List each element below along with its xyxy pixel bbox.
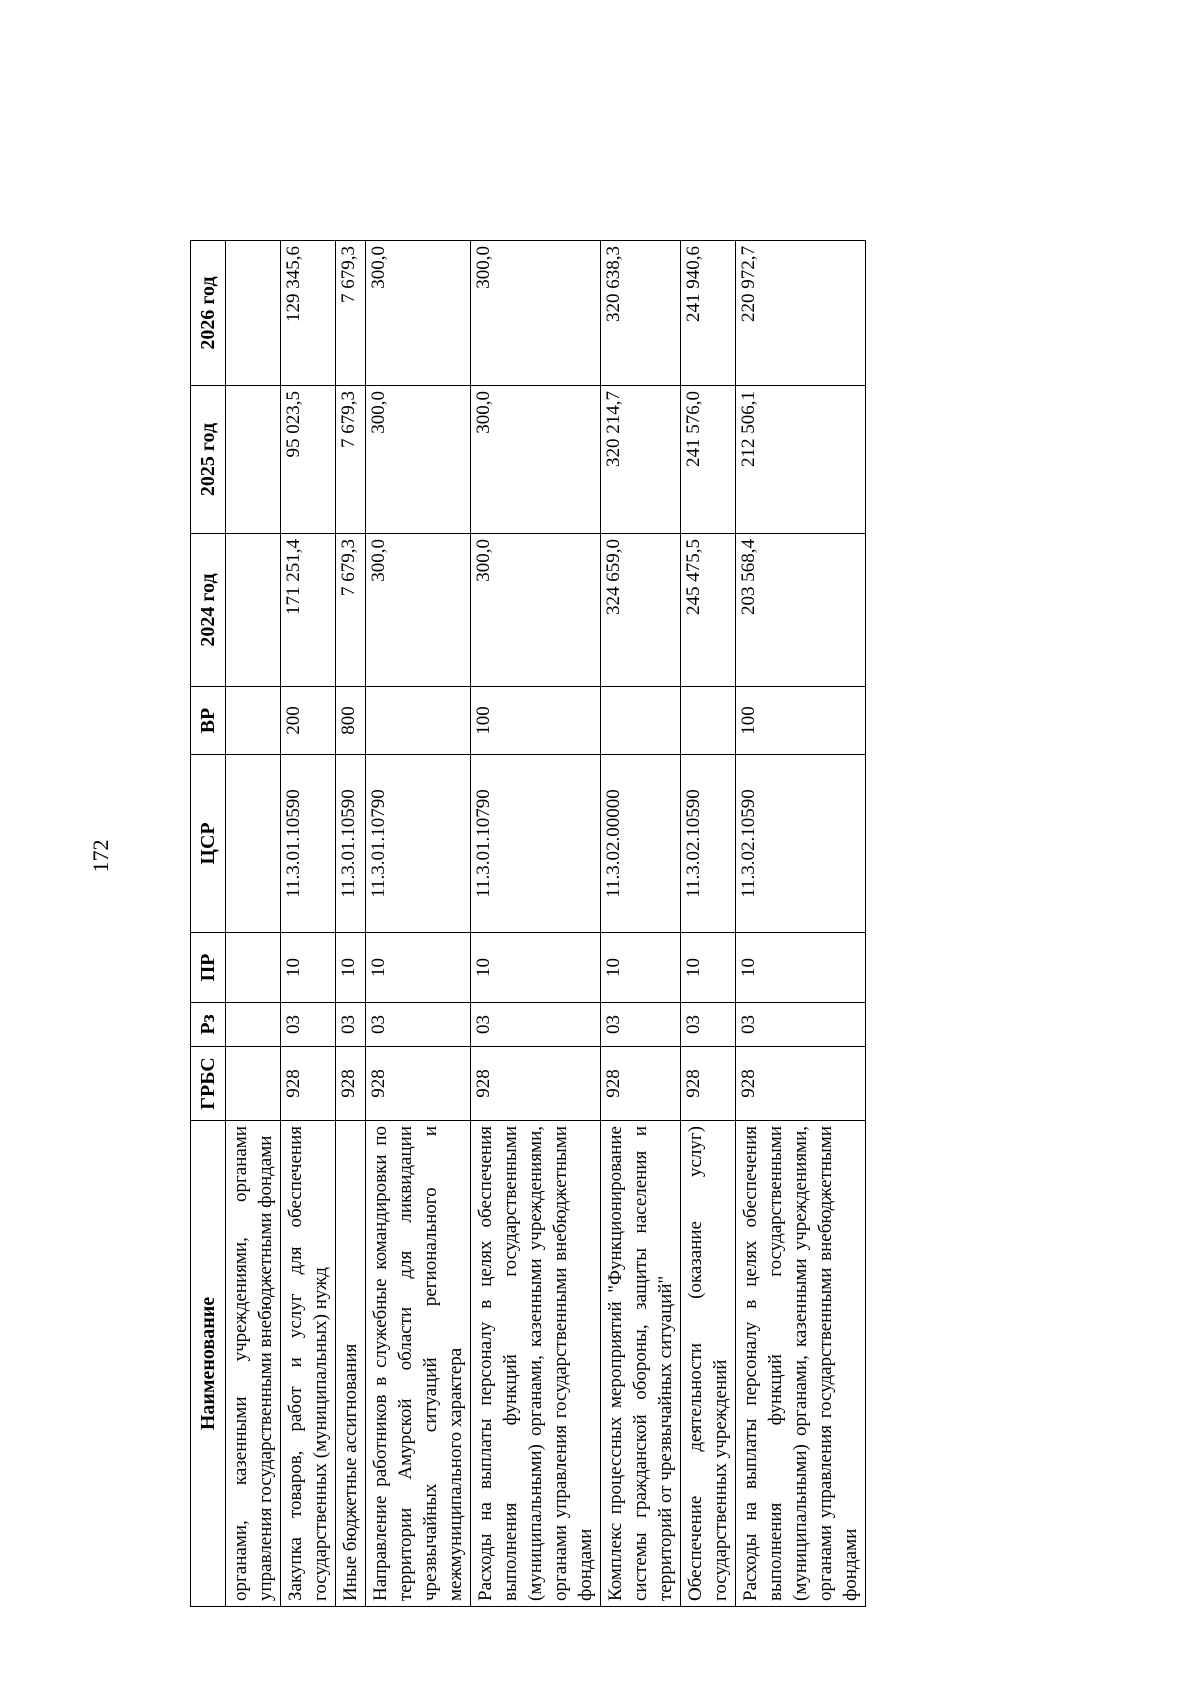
row-amount-2026 bbox=[226, 241, 281, 386]
table-row bbox=[226, 241, 281, 1607]
row-amount-2026: 7 679,3 bbox=[336, 241, 366, 386]
row-rz: 03 bbox=[601, 1003, 681, 1047]
row-rz: 03 bbox=[681, 1003, 736, 1047]
row-pr: 10 bbox=[366, 933, 471, 1003]
row-amount-2024: 300,0 bbox=[471, 534, 601, 687]
row-pr: 10 bbox=[736, 933, 866, 1003]
row-pr: 10 bbox=[601, 933, 681, 1003]
row-name: Иные бюджетные ассигнования bbox=[336, 1121, 366, 1607]
table-row bbox=[601, 241, 681, 1607]
row-rz: 03 bbox=[281, 1003, 336, 1047]
table-header-row bbox=[191, 241, 226, 1607]
row-amount-2024: 203 568,4 bbox=[736, 534, 866, 687]
row-amount-2024: 300,0 bbox=[366, 534, 471, 687]
row-vr bbox=[601, 687, 681, 755]
column-header-pr: ПР bbox=[191, 933, 226, 1003]
row-vr: 100 bbox=[471, 687, 601, 755]
row-csr: 11.3.01.10790 bbox=[471, 755, 601, 933]
row-csr bbox=[226, 755, 281, 933]
row-grbs: 928 bbox=[336, 1047, 366, 1121]
row-amount-2025: 300,0 bbox=[471, 386, 601, 534]
row-pr: 10 bbox=[681, 933, 736, 1003]
row-name: Направление работников в служебные командировки по территории Амурской области для ликвидации чрезвычайных ситуаций регионального и межмуниципального характера bbox=[366, 1121, 471, 1607]
row-grbs: 928 bbox=[681, 1047, 736, 1121]
row-pr: 10 bbox=[336, 933, 366, 1003]
row-name: Комплекс процессных мероприятий "Функционирование системы гражданской обороны, защиты населения и территорий от чрезвычайных ситуаций" bbox=[601, 1121, 681, 1607]
row-amount-2026: 220 972,7 bbox=[736, 241, 866, 386]
row-amount-2024 bbox=[226, 534, 281, 687]
row-csr: 11.3.01.10790 bbox=[366, 755, 471, 933]
row-csr: 11.3.01.10590 bbox=[281, 755, 336, 933]
row-pr: 10 bbox=[281, 933, 336, 1003]
row-csr: 11.3.02.10590 bbox=[736, 755, 866, 933]
table-row bbox=[336, 241, 366, 1607]
row-amount-2026: 129 345,6 bbox=[281, 241, 336, 386]
row-rz: 03 bbox=[471, 1003, 601, 1047]
row-name: Расходы на выплаты персоналу в целях обеспечения выполнения функций государственными (муниципальными) органами, казенными учреждениями, органами управления государственными внебюджетными фондами bbox=[471, 1121, 601, 1607]
row-vr: 800 bbox=[336, 687, 366, 755]
column-header-2024: 2024 год bbox=[191, 534, 226, 687]
row-vr bbox=[366, 687, 471, 755]
row-vr: 100 bbox=[736, 687, 866, 755]
row-amount-2024: 171 251,4 bbox=[281, 534, 336, 687]
row-vr bbox=[226, 687, 281, 755]
table-row bbox=[681, 241, 736, 1607]
row-amount-2024: 245 475,5 bbox=[681, 534, 736, 687]
row-vr bbox=[681, 687, 736, 755]
row-grbs: 928 bbox=[601, 1047, 681, 1121]
row-amount-2025: 95 023,5 bbox=[281, 386, 336, 534]
row-rz: 03 bbox=[736, 1003, 866, 1047]
row-amount-2025: 241 576,0 bbox=[681, 386, 736, 534]
row-grbs: 928 bbox=[471, 1047, 601, 1121]
table-row bbox=[471, 241, 601, 1607]
row-name: Обеспечение деятельности (оказание услуг) государственных учреждений bbox=[681, 1121, 736, 1607]
column-header-grbs: ГРБС bbox=[191, 1047, 226, 1121]
row-amount-2024: 324 659,0 bbox=[601, 534, 681, 687]
table-row bbox=[366, 241, 471, 1607]
column-header-2026: 2026 год bbox=[191, 241, 226, 386]
row-pr: 10 bbox=[471, 933, 601, 1003]
row-amount-2026: 300,0 bbox=[366, 241, 471, 386]
row-csr: 11.3.01.10590 bbox=[336, 755, 366, 933]
column-header-csr: ЦСР bbox=[191, 755, 226, 933]
row-grbs: 928 bbox=[366, 1047, 471, 1121]
row-rz bbox=[226, 1003, 281, 1047]
row-name: Закупка товаров, работ и услуг для обеспечения государственных (муниципальных) нужд bbox=[281, 1121, 336, 1607]
row-grbs: 928 bbox=[281, 1047, 336, 1121]
table-row bbox=[281, 241, 336, 1607]
row-amount-2025: 7 679,3 bbox=[336, 386, 366, 534]
row-amount-2024: 7 679,3 bbox=[336, 534, 366, 687]
row-amount-2025: 320 214,7 bbox=[601, 386, 681, 534]
row-amount-2025 bbox=[226, 386, 281, 534]
row-amount-2025: 300,0 bbox=[366, 386, 471, 534]
row-vr: 200 bbox=[281, 687, 336, 755]
row-amount-2026: 320 638,3 bbox=[601, 241, 681, 386]
row-amount-2026: 241 940,6 bbox=[681, 241, 736, 386]
column-header-name: Наименование bbox=[191, 1121, 226, 1607]
row-grbs bbox=[226, 1047, 281, 1121]
page-number: 172 bbox=[88, 839, 113, 873]
column-header-rz: Рз bbox=[191, 1003, 226, 1047]
row-name: органами, казенными учреждениями, органами управления государственными внебюджетными фондами bbox=[226, 1121, 281, 1607]
row-amount-2025: 212 506,1 bbox=[736, 386, 866, 534]
column-header-vr: ВР bbox=[191, 687, 226, 755]
row-pr bbox=[226, 933, 281, 1003]
row-name: Расходы на выплаты персоналу в целях обеспечения выполнения функций государственными (муниципальными) органами, казенными учреждениями, органами управления государственными внебюджетными фондами bbox=[736, 1121, 866, 1607]
row-amount-2026: 300,0 bbox=[471, 241, 601, 386]
budget-table bbox=[190, 240, 866, 1607]
column-header-2025: 2025 год bbox=[191, 386, 226, 534]
row-csr: 11.3.02.00000 bbox=[601, 755, 681, 933]
row-rz: 03 bbox=[366, 1003, 471, 1047]
row-rz: 03 bbox=[336, 1003, 366, 1047]
row-grbs: 928 bbox=[736, 1047, 866, 1121]
table-row bbox=[736, 241, 866, 1607]
row-csr: 11.3.02.10590 bbox=[681, 755, 736, 933]
